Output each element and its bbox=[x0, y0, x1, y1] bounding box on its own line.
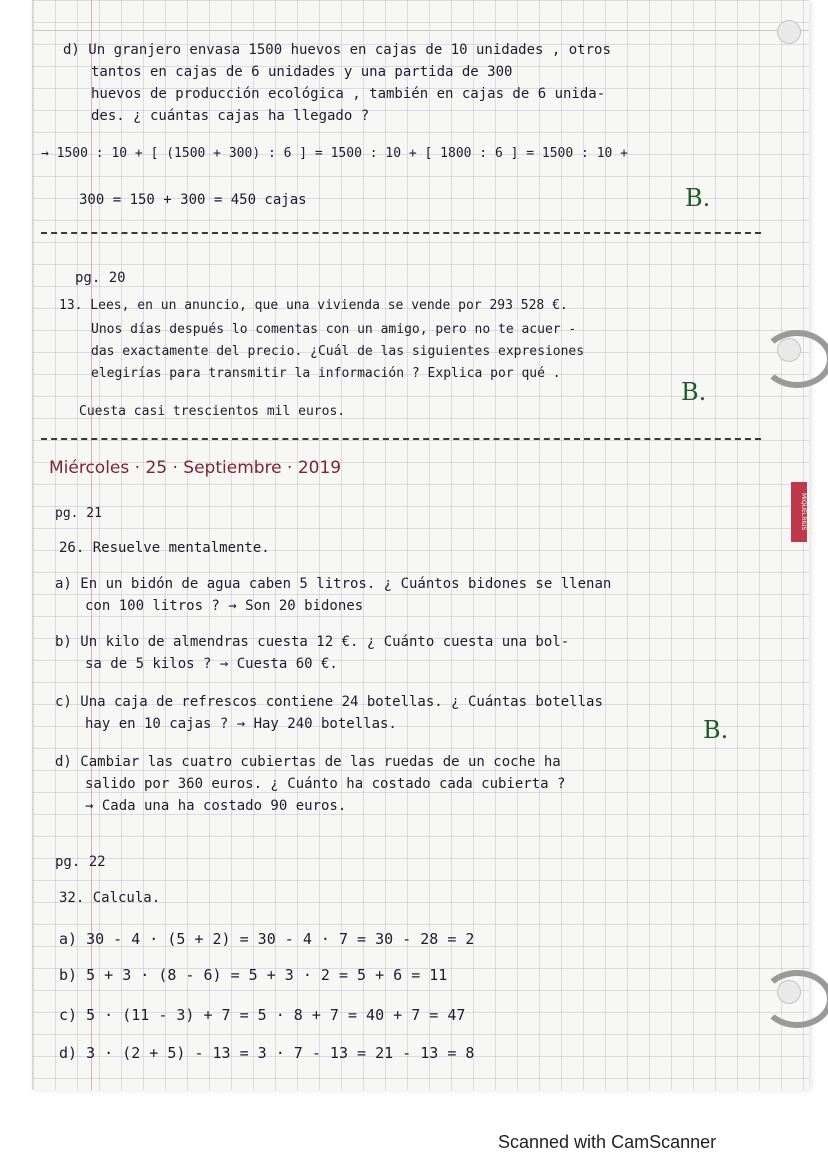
problem-line: tantos en cajas de 6 unidades y una partida de 300 bbox=[91, 64, 513, 80]
problem-line: huevos de producción ecológica , también en cajas de 6 unida- bbox=[91, 86, 606, 102]
exercise-line: hay en 10 cajas ? → Hay 240 botellas. bbox=[85, 716, 397, 732]
page-ref: pg. 21 bbox=[55, 506, 102, 521]
notebook-page bbox=[32, 0, 809, 1090]
page-ref: pg. 22 bbox=[55, 854, 106, 870]
calc-line: d) 3 · (2 + 5) - 13 = 3 · 7 - 13 = 21 - 13 = 8 bbox=[59, 1044, 475, 1062]
exercise-line: sa de 5 kilos ? → Cuesta 60 €. bbox=[85, 656, 338, 672]
date-heading: Miércoles · 25 · Septiembre · 2019 bbox=[49, 458, 342, 478]
exercise-title: 26. Resuelve mentalmente. bbox=[59, 540, 270, 556]
work-line: 300 = 150 + 300 = 450 cajas bbox=[79, 192, 307, 208]
page-top-edge bbox=[33, 0, 809, 31]
section-divider bbox=[41, 232, 761, 234]
work-line: → 1500 : 10 + [ (1500 + 300) : 6 ] = 1500 : 10 + [ 1800 : 6 ] = 1500 : 10 + bbox=[41, 146, 628, 161]
exercise-line: salido por 360 euros. ¿ Cuánto ha costado cada cubierta ? bbox=[85, 776, 566, 792]
binder-ring bbox=[761, 970, 828, 1028]
exercise-line: a) En un bidón de agua caben 5 litros. ¿ Cuántos bidones se llenan bbox=[55, 576, 612, 592]
calc-line: a) 30 - 4 · (5 + 2) = 30 - 4 · 7 = 30 - 28 = 2 bbox=[59, 930, 475, 948]
problem-line: 13. Lees, en un anuncio, que una vivienda se vende por 293 528 €. bbox=[59, 298, 568, 313]
problem-line: Unos días después lo comentas con un amigo, pero no te acuer - bbox=[91, 322, 577, 337]
exercise-line: con 100 litros ? → Son 20 bidones bbox=[85, 598, 364, 614]
problem-line: elegirías para transmitir la información ? Explica por qué . bbox=[91, 366, 561, 381]
exercise-line: b) Un kilo de almendras cuesta 12 €. ¿ Cuánto cuesta una bol- bbox=[55, 634, 570, 650]
brand-tab: MIQUELRIUS bbox=[791, 482, 807, 542]
calc-line: b) 5 + 3 · (8 - 6) = 5 + 3 · 2 = 5 + 6 = 11 bbox=[59, 966, 448, 984]
grade-mark: B. bbox=[703, 716, 729, 744]
grade-mark: B. bbox=[685, 184, 711, 212]
scanner-watermark: Scanned with CamScanner bbox=[498, 1132, 717, 1152]
calc-line: c) 5 · (11 - 3) + 7 = 5 · 8 + 7 = 40 + 7 = 47 bbox=[59, 1006, 466, 1024]
page-ref: pg. 20 bbox=[75, 270, 126, 286]
binder-ring bbox=[761, 330, 828, 388]
problem-line: d) Un granjero envasa 1500 huevos en cajas de 10 unidades , otros bbox=[63, 42, 611, 58]
section-divider bbox=[41, 438, 761, 440]
exercise-line: d) Cambiar las cuatro cubiertas de las ruedas de un coche ha bbox=[55, 754, 561, 770]
problem-line: des. ¿ cuántas cajas ha llegado ? bbox=[91, 108, 370, 124]
exercise-title: 32. Calcula. bbox=[59, 890, 161, 906]
exercise-line: → Cada una ha costado 90 euros. bbox=[85, 798, 347, 814]
answer-line: Cuesta casi trescientos mil euros. bbox=[79, 404, 346, 419]
grade-mark: B. bbox=[681, 378, 707, 406]
exercise-line: c) Una caja de refrescos contiene 24 botellas. ¿ Cuántas botellas bbox=[55, 694, 603, 710]
problem-line: das exactamente del precio. ¿Cuál de las siguientes expresiones bbox=[91, 344, 585, 359]
binder-hole bbox=[777, 20, 801, 44]
